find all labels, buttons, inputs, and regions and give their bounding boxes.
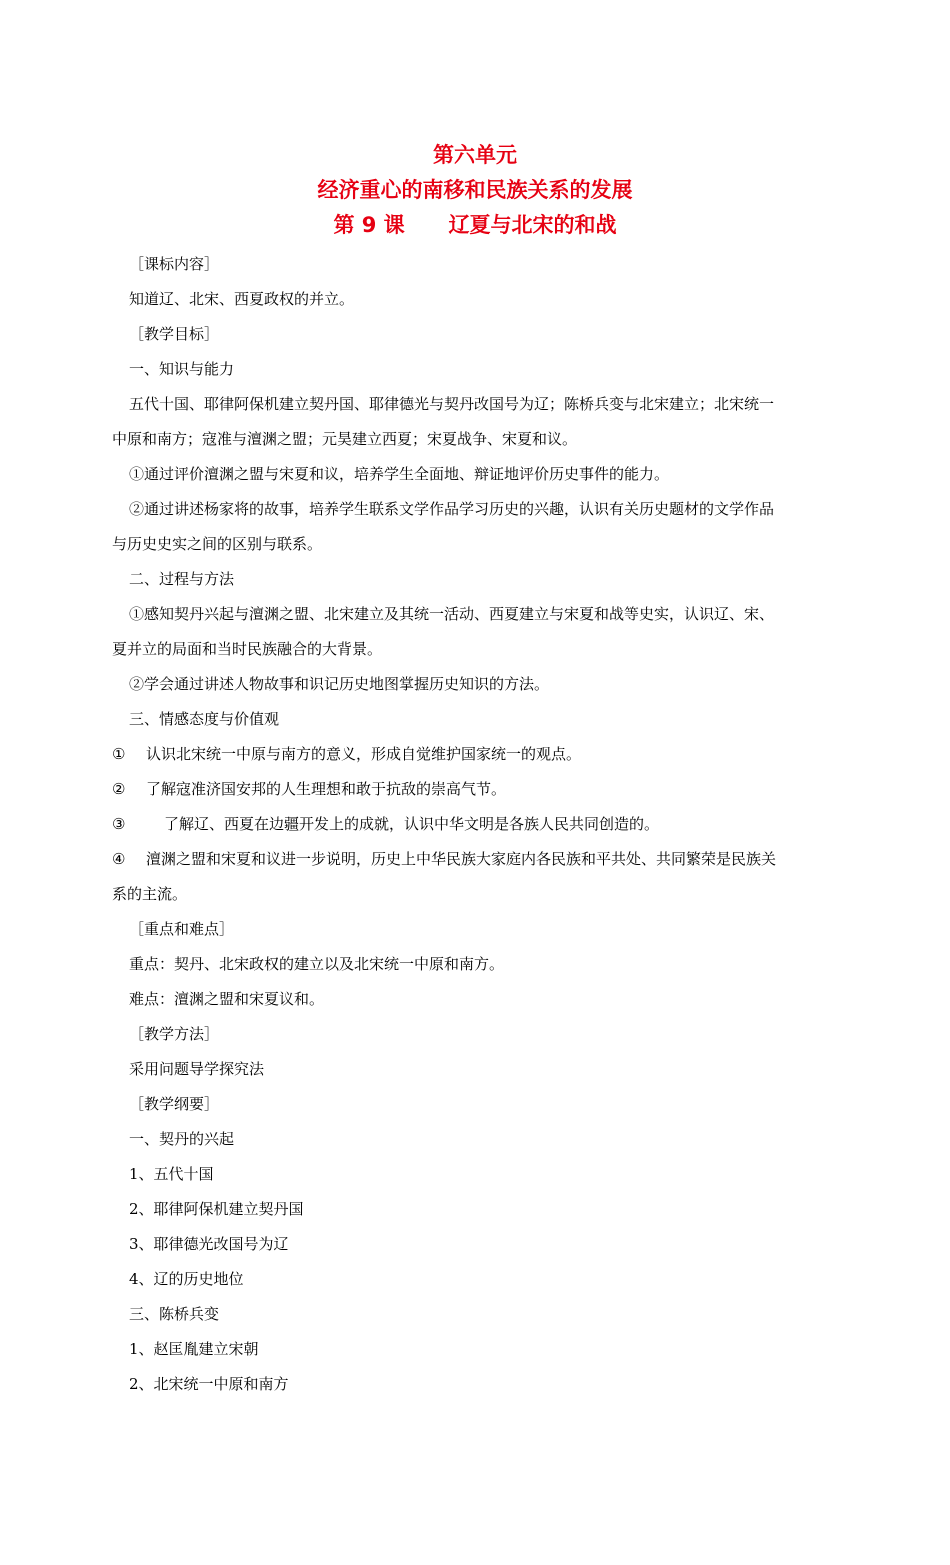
- method-heading: ［教学方法］: [129, 1025, 220, 1043]
- keypoint-text: 重点：契丹、北宋政权的建立以及北宋统一中原和南方。: [129, 955, 505, 973]
- lesson-title: 第 9 课 辽夏与北宋的和战: [333, 213, 617, 237]
- knowledge-heading: 一、知识与能力: [129, 360, 235, 378]
- values-item-3: [112, 807, 834, 842]
- unit-title: 经济重心的南移和民族关系的发展: [317, 178, 633, 202]
- paragraph-line: 五代十国、耶律阿保机建立契丹国、耶律德光与契丹改国号为辽；陈桥兵变与北宋建立；北宋统一: [129, 395, 775, 413]
- list-text: 了解辽、西夏在边疆开发上的成就，认识中华文明是各族人民共同创造的。: [164, 815, 660, 833]
- method-text: 采用问题导学探究法: [129, 1060, 265, 1078]
- knowledge-item-1: ①通过评价澶渊之盟与宋夏和议，培养学生全面地、辩证地评价历史事件的能力。: [129, 465, 670, 483]
- list-number: ④: [112, 850, 126, 868]
- outline-section-3: 三、陈桥兵变: [129, 1305, 220, 1323]
- curriculum-text: 知道辽、北宋、西夏政权的并立。: [129, 290, 355, 308]
- outline-item: 2、北宋统一中原和南方: [129, 1375, 289, 1393]
- list-number: ①: [112, 745, 126, 763]
- list-number: ③: [112, 815, 126, 833]
- list-text: 了解寇准济国安邦的人生理想和敢于抗敌的崇高气节。: [146, 780, 507, 798]
- list-number: ②: [112, 780, 126, 798]
- title-block: [0, 138, 950, 243]
- outline-item: 4、辽的历史地位: [129, 1270, 244, 1288]
- paragraph-line: 与历史史实之间的区别与联系。: [112, 535, 323, 553]
- keypoints-heading: ［重点和难点］: [129, 920, 235, 938]
- values-item-1: [112, 737, 834, 772]
- outline-item: 2、耶律阿保机建立契丹国: [129, 1200, 304, 1218]
- values-item-2: [112, 772, 834, 807]
- paragraph-line: ①感知契丹兴起与澶渊之盟、北宋建立及其统一活动、西夏建立与宋夏和战等史实，认识辽、宋、: [129, 605, 775, 623]
- paragraph-line: 中原和南方；寇准与澶渊之盟；元昊建立西夏；宋夏战争、宋夏和议。: [112, 430, 578, 448]
- list-text: 澶渊之盟和宋夏和议进一步说明，历史上中华民族大家庭内各民族和平共处、共同繁荣是民族关: [146, 850, 777, 868]
- process-heading: 二、过程与方法: [129, 570, 235, 588]
- curriculum-heading: ［课标内容］: [129, 255, 220, 273]
- outline-item: 1、赵匡胤建立宋朝: [129, 1340, 259, 1358]
- document-body: [112, 247, 834, 1402]
- values-item-4: [112, 842, 834, 877]
- list-text: 认识北宋统一中原与南方的意义，形成自觉维护国家统一的观点。: [146, 745, 582, 763]
- paragraph-line: ②通过讲述杨家将的故事，培养学生联系文学作品学习历史的兴趣，认识有关历史题材的文学作品: [129, 500, 775, 518]
- knowledge-item-2: [112, 492, 834, 562]
- values-heading: 三、情感态度与价值观: [129, 710, 280, 728]
- values-item-4-cont: 系的主流。: [112, 885, 188, 903]
- knowledge-paragraph: [112, 387, 834, 457]
- outline-heading: ［教学纲要］: [129, 1095, 220, 1113]
- difficulty-text: 难点：澶渊之盟和宋夏议和。: [129, 990, 325, 1008]
- goals-heading: ［教学目标］: [129, 325, 220, 343]
- unit-number: 第六单元: [433, 143, 517, 167]
- outline-section-1: 一、契丹的兴起: [129, 1130, 235, 1148]
- process-item-2: ②学会通过讲述人物故事和识记历史地图掌握历史知识的方法。: [129, 675, 550, 693]
- outline-item: 3、耶律德光改国号为辽: [129, 1235, 289, 1253]
- outline-item: 1、五代十国: [129, 1165, 214, 1183]
- paragraph-line: 夏并立的局面和当时民族融合的大背景。: [112, 640, 383, 658]
- process-item-1: [112, 597, 834, 667]
